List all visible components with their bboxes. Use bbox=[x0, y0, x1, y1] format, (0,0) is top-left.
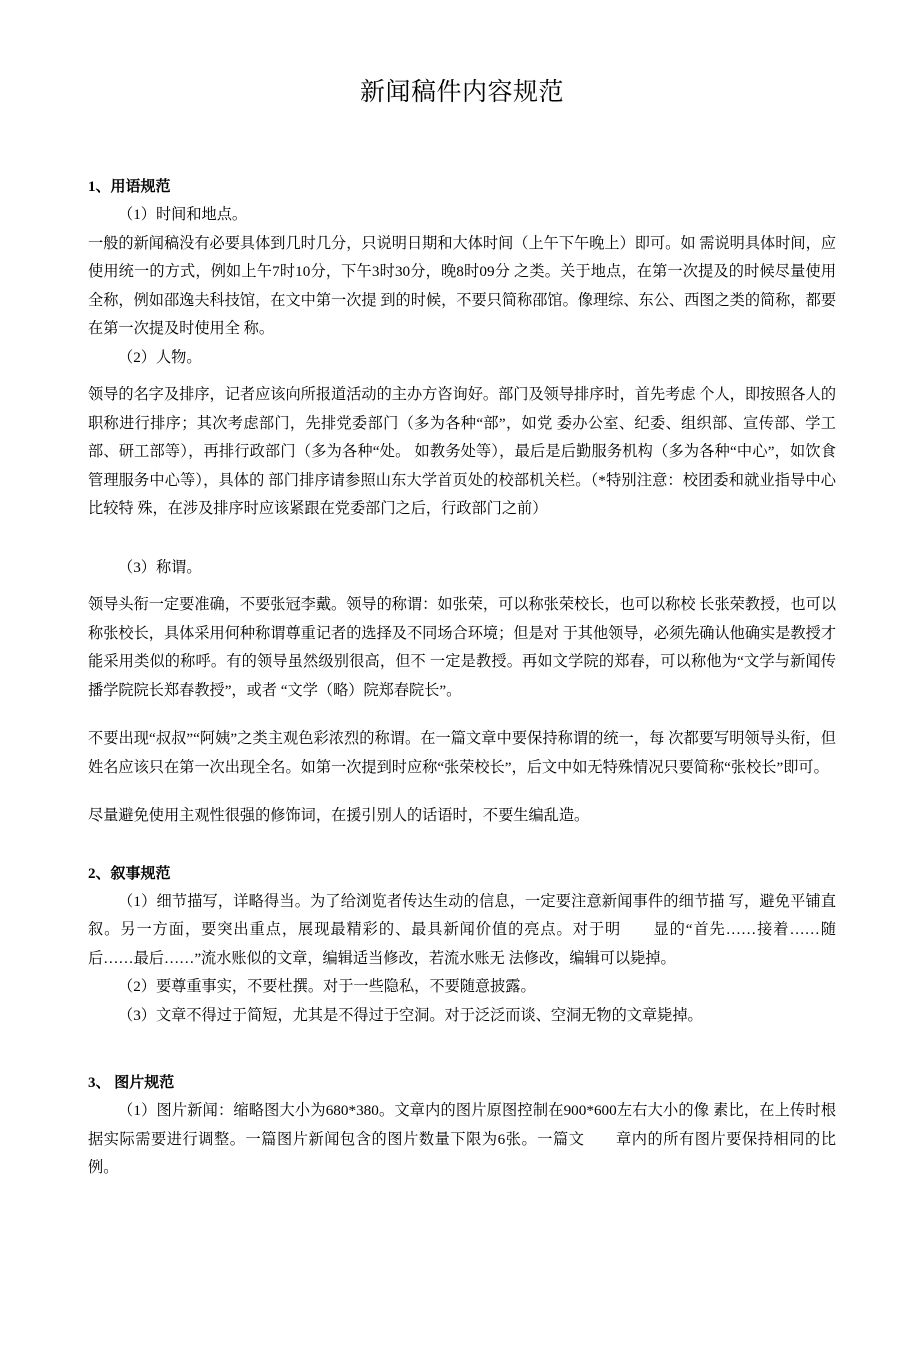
section-1-item-2-label: （2）人物。 bbox=[118, 348, 202, 366]
spacer bbox=[88, 782, 836, 802]
section-1-item-1-paragraph-1: 一般的新闻稿没有必要具体到几时几分，只说明日期和大体时间（上午下午晚上）即可。如 需说明具体时间，应使用统一的方式，例如上午7时10分，下午3时30分，晚8时09分 之类。关于地点，在第一次提及的时候尽量使用全称，例如邵逸夫科技馆，在文中第一次提 到的时候，不要只简称邵馆。像理综、东公、西图之类的简称，都要在第一次提及时使用全 称。 bbox=[88, 234, 836, 337]
spacer bbox=[88, 705, 836, 725]
section-2-item-2-label: （2）要尊重事实，不要杜撰。对于一些隐私，不要随意披露。 bbox=[118, 978, 536, 995]
section-1-item-1-label: （1）时间和地点。 bbox=[118, 206, 248, 223]
section-1-item-3-paragraph-1: 领导头衔一定要准确，不要张冠李戴。领导的称谓：如张荣，可以称张荣校长，也可以称校 长张荣教授，也可以称张校长，具体采用何种称谓尊重记者的选择及不同场合环境；但是对 于其他领导，必须先确认他确实是教授才能采用类似的称呼。有的领导虽然级别很高，但不 一定是教授。再如文学院的郑春，可以称他为“文学与新闻传播学院院长郑春教授”，或者 “文学（略）院郑春院长”。 bbox=[88, 596, 836, 699]
section-1-item-3-paragraph-3: 尽量避免使用主观性很强的修饰词，在援引别人的话语时，不要生编乱造。 bbox=[88, 807, 590, 824]
section-1-item-3-label: （3）称谓。 bbox=[118, 558, 202, 576]
section-heading-1: 1、用语规范 bbox=[88, 179, 171, 195]
spacer bbox=[88, 831, 836, 861]
section-2-item-1-label: （1）细节描写，详略得当。为了给浏览者传达生动的信息，一定要注意新闻事件的细节描 写，避免平铺直叙。另一方面，要突出重点，展现最精彩的、最具新闻价值的亮点。对于明 显的“首先……接着……随后……最后……”流水账似的文章，编辑适当修改，若流水账无 法修改，编辑可以毙掉。 bbox=[88, 892, 836, 967]
spacer bbox=[88, 582, 836, 591]
spacer bbox=[88, 524, 836, 554]
section-heading-3: 3、 图片规范 bbox=[88, 1075, 175, 1091]
section-1-item-2-paragraph-1: 领导的名字及排序，记者应该向所报道活动的主办方咨询好。部门及领导排序时，首先考虑 个人，即按照各人的职称进行排序；其次考虑部门，先排党委部门（多为各种“部”，如党 委办公室、纪委、组织部、宣传部、学工部、研工部等），再排行政部门（多为各种“处。 如教务处等），最后是后勤服务机构（多为各种“中心”，如饮食管理服务中心等），具体的 部门排序请参照山东大学首页处的校部机关栏。（*特别注意：校团委和就业指导中心比较特 殊，在涉及排序时应该紧跟在党委部门之后，行政部门之前） bbox=[88, 386, 836, 517]
title-spacer bbox=[88, 108, 836, 174]
spacer bbox=[88, 1030, 836, 1070]
document-content bbox=[88, 0, 836, 1183]
page-title: 新闻稿件内容规范 bbox=[359, 79, 564, 106]
section-2-item-3-label: （3）文章不得过于简短，尤其是不得过于空洞。对于泛泛而谈、空洞无物的文章毙掉。 bbox=[118, 1006, 703, 1024]
section-3-item-1-label: （1）图片新闻：缩略图大小为680*380。文章内的图片原图控制在900*600左右大小的像 素比，在上传时根据实际需要进行调整。一篇图片新闻包含的图片数量下限为6张。一篇文 章内的所有图片要保持相同的比例。 bbox=[88, 1102, 836, 1176]
section-1-item-3-paragraph-2: 不要出现“叔叔”“阿姨”之类主观色彩浓烈的称谓。在一篇文章中要保持称谓的统一，每 次都要写明领导头衔，但姓名应该只在第一次出现全名。如第一次提到时应称“张荣校长”，后文中如无特殊情况只要简称“张校长”即可。 bbox=[88, 730, 836, 776]
section-heading-2: 2、叙事规范 bbox=[88, 865, 171, 882]
spacer bbox=[88, 372, 836, 381]
